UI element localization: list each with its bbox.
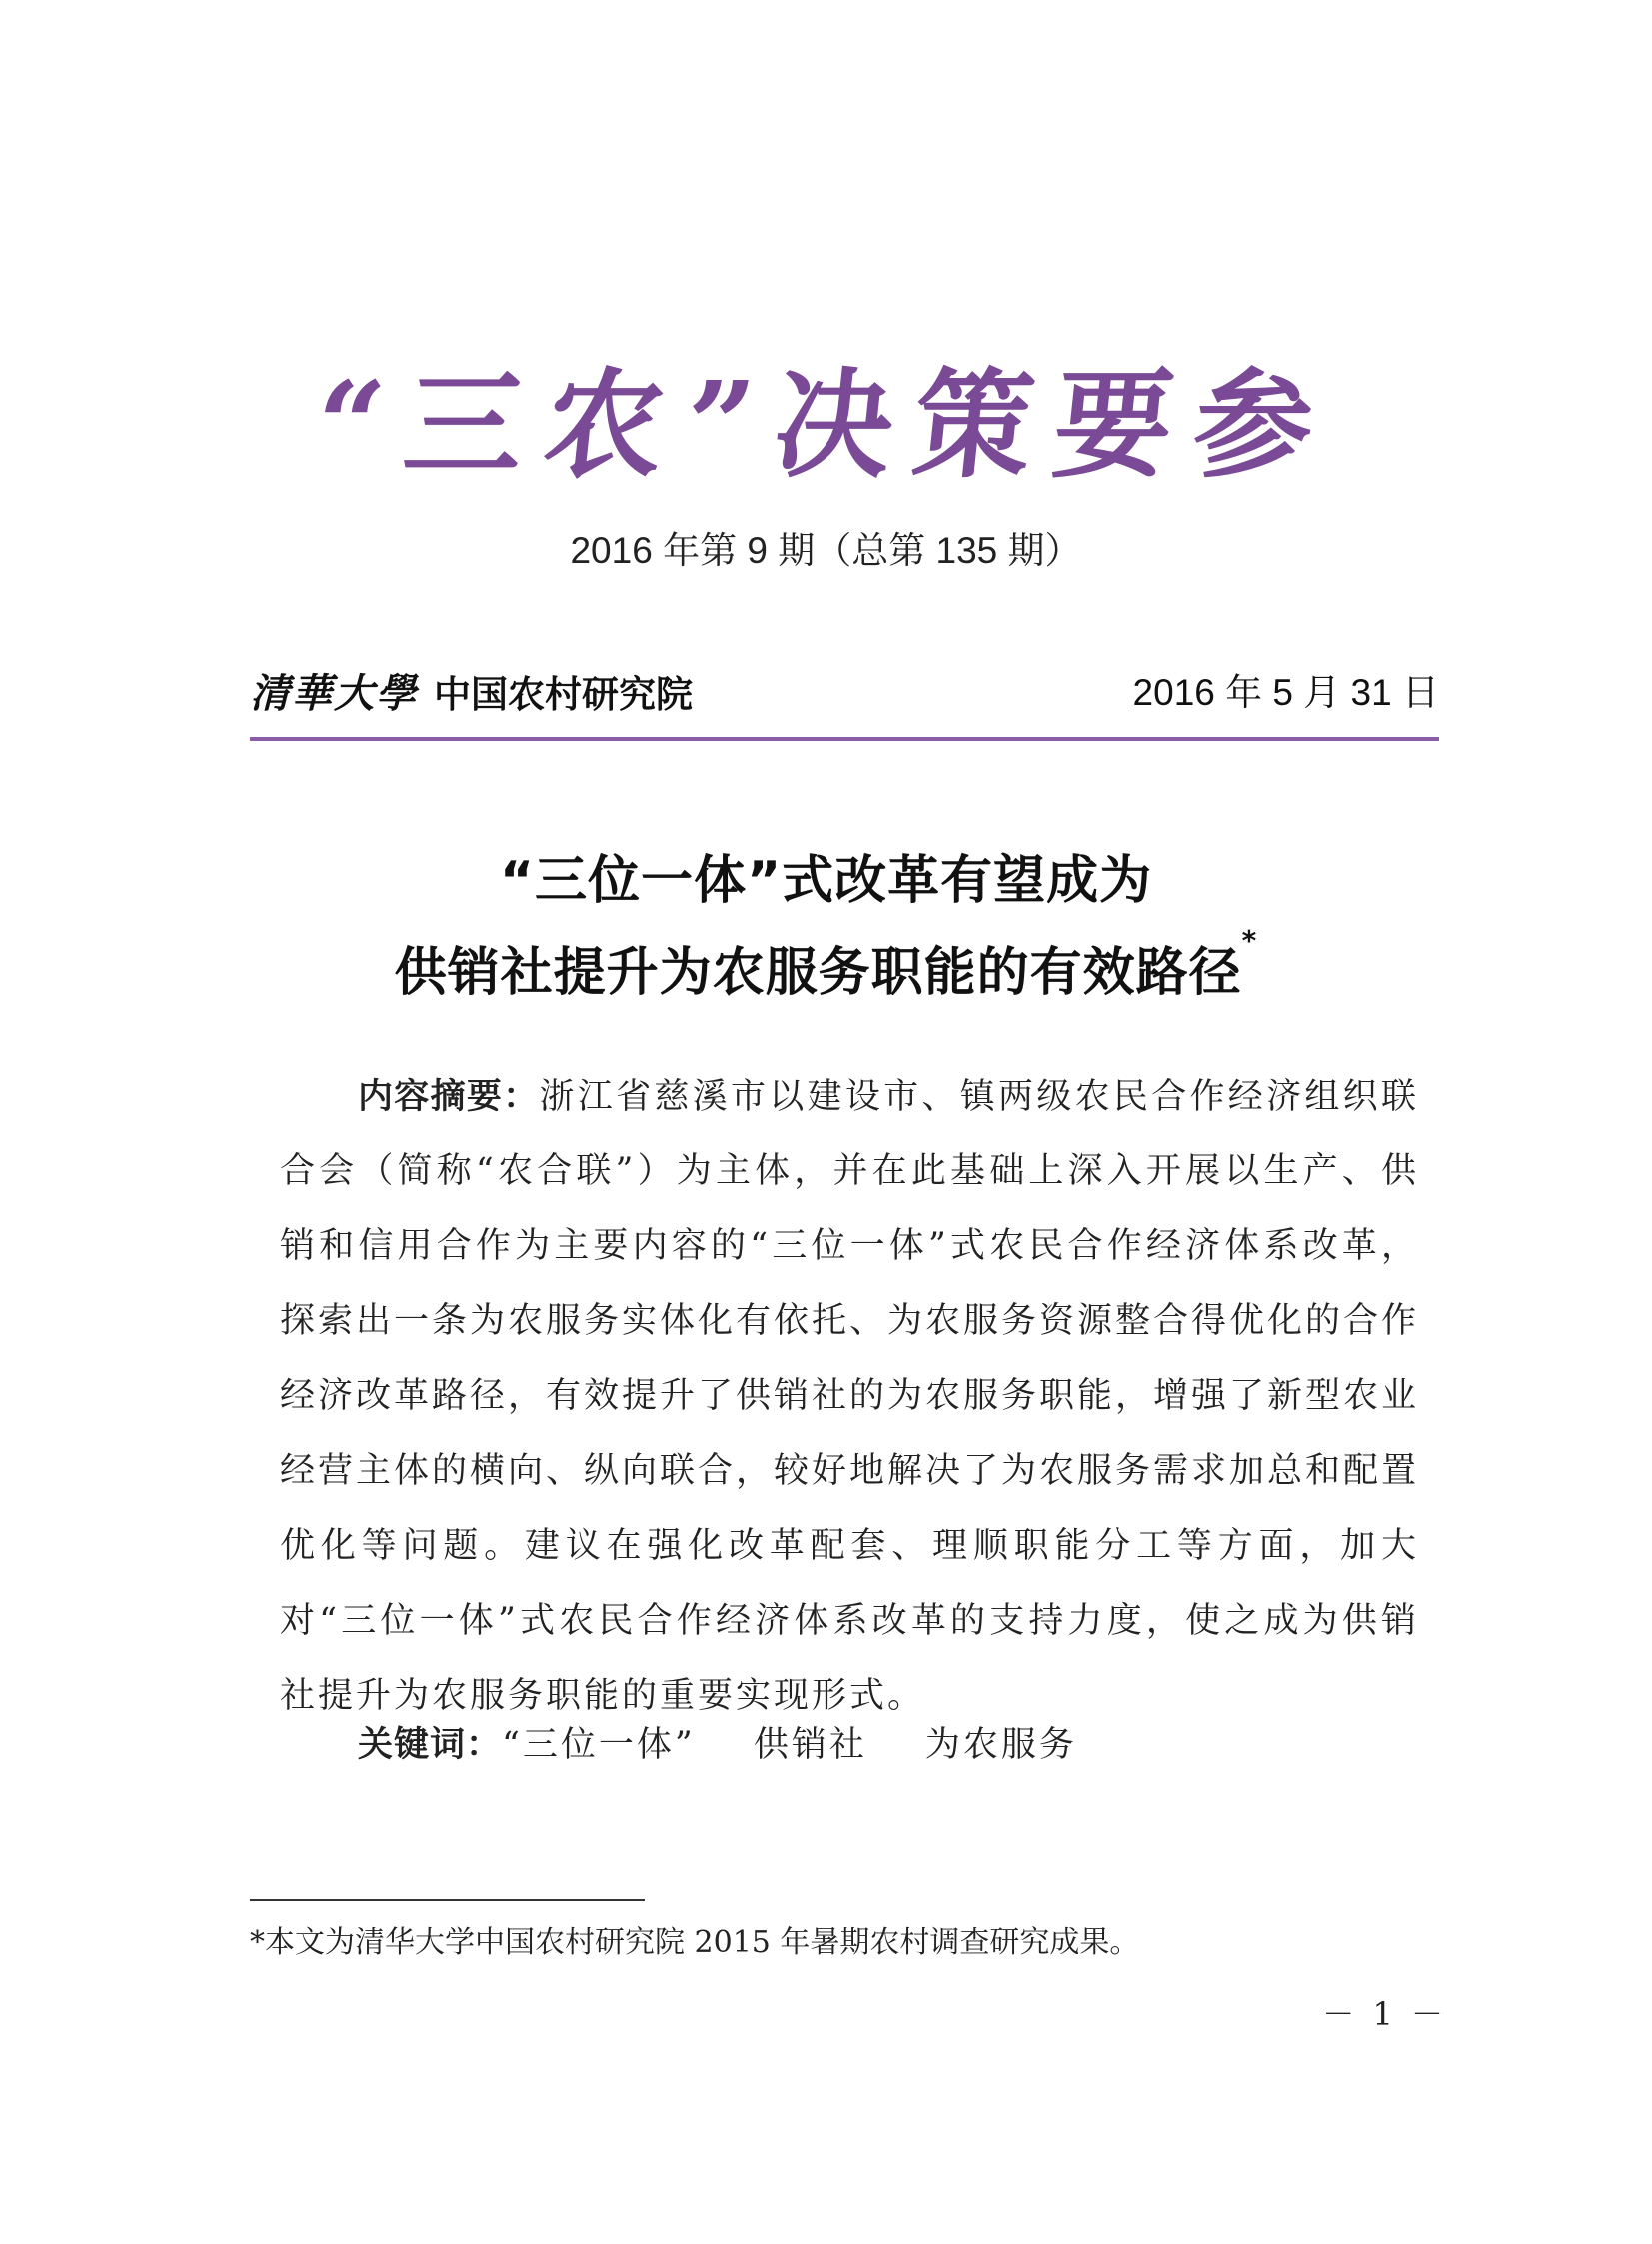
footnote: *本文为清华大学中国农村研究院 2015 年暑期农村调查研究成果。 <box>250 1925 1140 1960</box>
abstract-paragraph <box>280 1060 1419 1734</box>
keywords-label: 关键词： <box>358 1725 503 1765</box>
footnote-divider <box>250 1899 645 1901</box>
header-divider <box>250 737 1439 741</box>
keyword: 为农服务 <box>924 1725 1077 1765</box>
abstract-text: 浙江省慈溪市以建设市、镇两级农民合作经济组织联合会（简称“农合联”）为主体，并在此基础上深入开展以生产、供销和信用合作为主要内容的“三位一体”式农民合作经济体系改革，探索出一条为农服务实体化有依托、为农服务资源整合得优化的合作经济改革路径，有效提升了供销社的为农服务职能，增强了新型农业经营主体的横向、纵向联合，较好地解决了为农服务需求加总和配置优化等问题。建议在强化改革配套、理顺职能分工等方面，加大对“三位一体”式农民合作经济体系改革的支持力度，使之成为供销社提升为农服务职能的重要实现形式。 <box>280 1077 1420 1716</box>
issue-number: 2016 年第 9 期（总第 135 期） <box>570 530 1082 571</box>
tsinghua-logo-text: 清華大學 <box>250 670 418 717</box>
footnote-marker: * <box>1241 924 1258 957</box>
article-title-line2-text: 供销社提升为农服务职能的有效路径 <box>394 943 1242 1003</box>
page-number: － 1 － <box>1322 1995 1447 2033</box>
article-title-line2 <box>0 924 1652 1005</box>
abstract-label: 内容摘要： <box>358 1077 540 1117</box>
keyword: “三位一体” <box>502 1725 696 1765</box>
publisher <box>250 662 693 719</box>
article-title-line1: “三位一体”式改革有望成为 <box>499 851 1153 911</box>
publication-date: 2016 年 5 月 31 日 <box>1132 672 1439 713</box>
masthead-title: “三农”决策要参 <box>308 355 1342 494</box>
institute-name: 中国农村研究院 <box>434 672 693 716</box>
keyword: 供销社 <box>753 1725 867 1765</box>
keywords-line <box>358 1717 1135 1767</box>
